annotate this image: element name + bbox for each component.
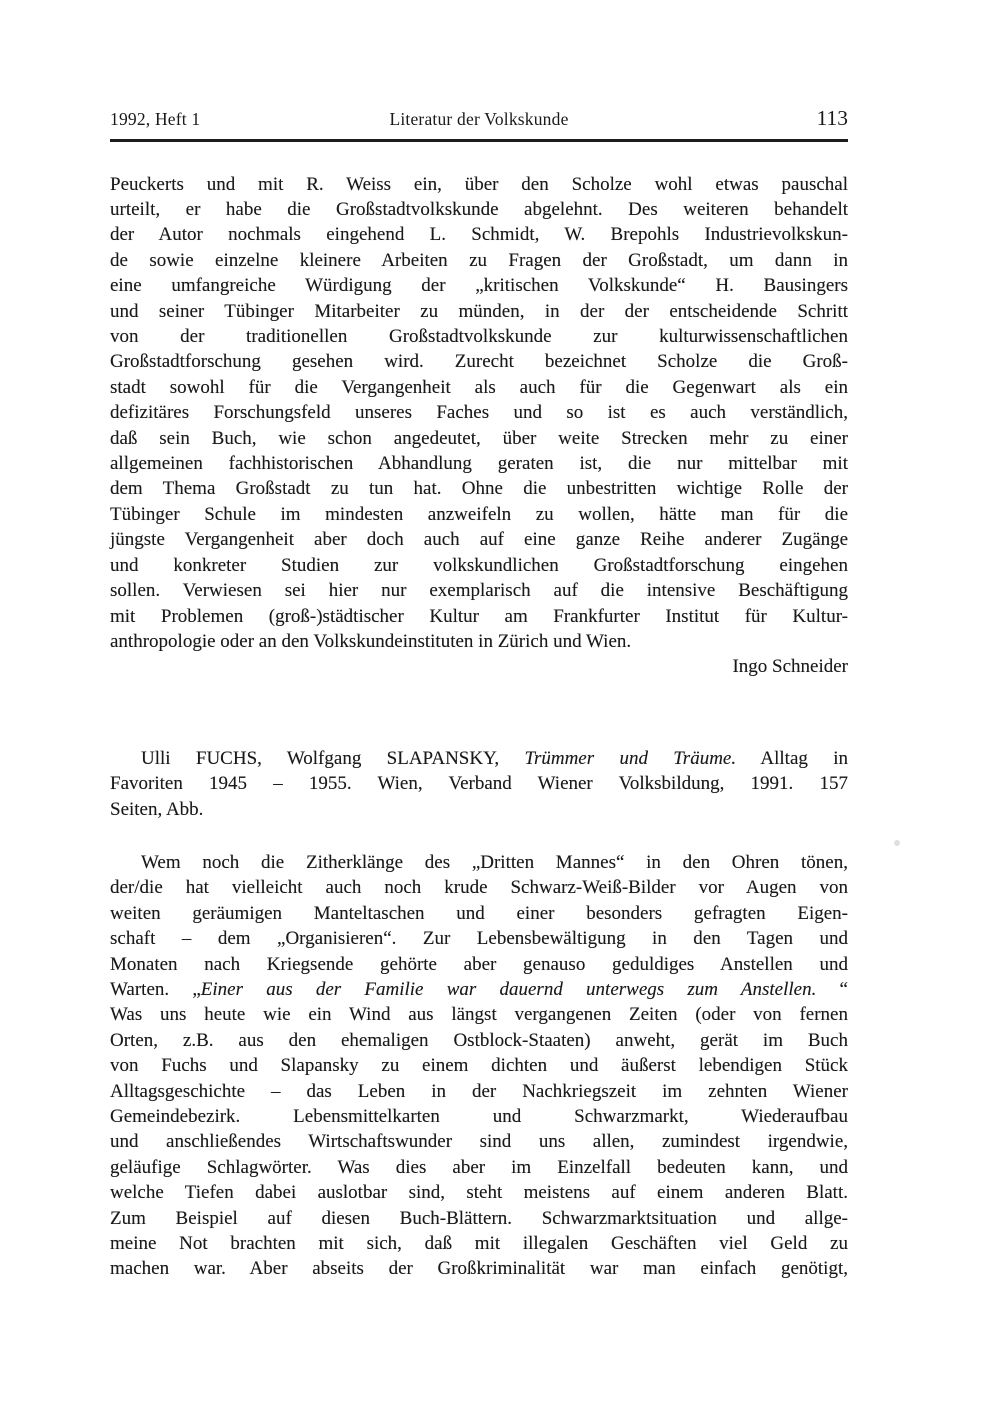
text-run: von der traditionellen Großstadtvolkskunde zur kulturwissenschaftlichen bbox=[110, 326, 848, 348]
text-run: daß sein Buch, wie schon angedeutet, über weite Strecken mehr zu einer bbox=[110, 427, 848, 449]
text-line bbox=[110, 1206, 848, 1231]
text-run: Seiten, Abb. bbox=[110, 798, 204, 820]
text-run: Peuckerts und mit R. Weiss ein, über den Scholze wohl etwas pauschal bbox=[110, 173, 848, 195]
review-body-paragraph bbox=[110, 850, 848, 1282]
text-run: urteilt, er habe die Großstadtvolkskunde abgelehnt. Des weiteren behandelt bbox=[110, 199, 848, 220]
text-run: Großstadtforschung gesehen wird. Zurecht bezeichnet Scholze die Groß- bbox=[110, 351, 848, 373]
text-run: mit Problemen (groß-)städtischer Kultur am Frankfurter Institut für Kultur- bbox=[110, 605, 848, 627]
text-run: weiten geräumigen Manteltaschen und einer besonders gefragten Eigen- bbox=[110, 902, 848, 924]
text-line bbox=[110, 952, 848, 977]
text-line bbox=[110, 1053, 848, 1078]
text-line bbox=[110, 400, 848, 425]
italic-text-run: Einer aus der Familie war dauernd unterwegs zum Anstellen. bbox=[200, 978, 817, 1000]
text-run: und anschließendes Wirtschaftswunder sind uns allen, zumindest irgendwie, bbox=[110, 1131, 848, 1153]
text-run: Tübinger Schule im mindesten anzweifeln zu wollen, hätte man für die bbox=[110, 503, 848, 525]
text-run: anthropologie oder an den Volkskundeinstituten in Zürich und Wien. bbox=[110, 630, 632, 652]
text-line bbox=[110, 1028, 848, 1053]
text-run: allgemeinen fachhistorischen Abhandlung geraten ist, die nur mittelbar mit bbox=[110, 453, 848, 475]
text-run: “ bbox=[816, 978, 848, 1000]
text-run: jüngste Vergangenheit aber doch auch auf eine ganze Reihe anderer Zugänge bbox=[110, 529, 848, 551]
header-journal-title: Literatur der Volkskunde bbox=[389, 109, 569, 129]
text-run: der Autor nochmals eingehend L. Schmidt, W. Brepohls Industrievolkskun- bbox=[110, 224, 848, 246]
text-run: Monaten nach Kriegsende gehörte aber genauso geduldiges Anstellen und bbox=[110, 953, 848, 975]
text-line bbox=[110, 222, 848, 247]
text-run: und konkreter Studien zur volkskundlichen Großstadtforschung eingehen bbox=[110, 554, 848, 576]
page-header bbox=[110, 106, 848, 131]
text-line bbox=[110, 578, 848, 603]
text-line bbox=[110, 771, 848, 796]
text-line bbox=[110, 629, 848, 654]
text-run: defizitäres Forschungsfeld unseres Faches und so ist es auch verständlich, bbox=[110, 402, 848, 424]
text-line bbox=[110, 172, 848, 197]
text-block bbox=[110, 0, 848, 1282]
header-page-number: 113 bbox=[816, 106, 849, 130]
text-run: Was uns heute wie ein Wind aus längst vergangenen Zeiten (oder von fernen bbox=[110, 1004, 848, 1026]
book-citation-paragraph bbox=[110, 746, 848, 822]
italic-text-run: Trümmer und Träume. bbox=[524, 747, 737, 769]
text-line bbox=[110, 1256, 848, 1281]
text-line bbox=[110, 375, 848, 400]
text-run: der/die hat vielleicht auch noch krude Schwarz-Weiß-Bilder vor Augen von bbox=[110, 877, 848, 899]
text-line bbox=[110, 451, 848, 476]
text-run: machen war. Aber abseits der Großkriminalität war man einfach genötigt, bbox=[110, 1258, 848, 1280]
text-line bbox=[110, 349, 848, 374]
text-line bbox=[110, 553, 848, 578]
text-run: geläufige Schlagwörter. Was dies aber im Einzelfall bedeuten kann, und bbox=[110, 1156, 848, 1178]
text-line bbox=[110, 746, 848, 771]
text-run: Alltag in bbox=[736, 747, 848, 769]
text-line bbox=[110, 1079, 848, 1104]
text-run: de sowie einzelne kleinere Arbeiten zu Fragen der Großstadt, um dann in bbox=[110, 249, 848, 271]
text-run: welche Tiefen dabei auslotbar sind, steht meistens auf einem anderen Blatt. bbox=[110, 1182, 848, 1204]
text-line bbox=[110, 273, 848, 298]
text-run: sollen. Verwiesen sei hier nur exemplarisch auf die intensive Beschäftigung bbox=[110, 580, 848, 602]
text-line bbox=[110, 1002, 848, 1027]
text-line bbox=[110, 604, 848, 629]
text-line bbox=[110, 197, 848, 222]
review-continuation-paragraph bbox=[110, 172, 848, 655]
text-line bbox=[110, 1104, 848, 1129]
scan-artifact bbox=[894, 840, 900, 846]
text-run: Warten. „ bbox=[110, 978, 201, 1000]
text-run: stadt sowohl für die Vergangenheit als auch für die Gegenwart als ein bbox=[110, 376, 848, 398]
text-run: schaft – dem „Organisieren“. Zur Lebensbewältigung in den Tagen und bbox=[110, 928, 848, 950]
text-run: dem Thema Großstadt zu tun hat. Ohne die unbestritten wichtige Rolle der bbox=[110, 478, 848, 500]
text-line bbox=[110, 850, 848, 875]
text-run: Ulli FUCHS, Wolfgang SLAPANSKY, bbox=[141, 747, 525, 769]
header-issue: 1992, Heft 1 bbox=[110, 109, 201, 129]
text-line bbox=[110, 426, 848, 451]
text-run: und seiner Tübinger Mitarbeiter zu münden, in der der entscheidende Schritt bbox=[110, 300, 848, 322]
text-run: meine Not brachten mit sich, daß mit illegalen Geschäften viel Geld zu bbox=[110, 1233, 848, 1255]
text-line bbox=[110, 1155, 848, 1180]
text-run: Favoriten 1945 – 1955. Wien, Verband Wiener Volksbildung, 1991. 157 bbox=[110, 773, 848, 795]
text-run: von Fuchs und Slapansky zu einem dichten und äußerst lebendigen Stück bbox=[110, 1055, 848, 1077]
text-line bbox=[110, 324, 848, 349]
text-line bbox=[110, 248, 848, 273]
text-run: Zum Beispiel auf diesen Buch-Blättern. Schwarzmarktsituation und allge- bbox=[110, 1207, 848, 1229]
text-line bbox=[110, 1231, 848, 1256]
text-line bbox=[110, 797, 848, 822]
text-line bbox=[110, 527, 848, 552]
text-run: Wem noch die Zitherklänge des „Dritten Mannes“ in den Ohren tönen, bbox=[141, 851, 848, 873]
text-line bbox=[110, 502, 848, 527]
text-run: Orten, z.B. aus den ehemaligen Ostblock-Staaten) anweht, gerät im Buch bbox=[110, 1029, 848, 1051]
text-run: Alltagsgeschichte – das Leben in der Nachkriegszeit im zehnten Wiener bbox=[110, 1080, 848, 1102]
text-line bbox=[110, 926, 848, 951]
text-line bbox=[110, 901, 848, 926]
text-line bbox=[110, 1180, 848, 1205]
text-line bbox=[110, 977, 848, 1002]
text-run: eine umfangreiche Würdigung der „kritischen Volkskunde“ H. Bausingers bbox=[110, 275, 848, 297]
text-line bbox=[110, 299, 848, 324]
text-line bbox=[110, 1129, 848, 1154]
text-line bbox=[110, 875, 848, 900]
header-rule bbox=[110, 139, 848, 142]
text-run: Gemeindebezirk. Lebensmittelkarten und Schwarzmarkt, Wiederaufbau bbox=[110, 1106, 848, 1127]
reviewer-signature: Ingo Schneider bbox=[732, 656, 848, 678]
text-line bbox=[110, 476, 848, 501]
